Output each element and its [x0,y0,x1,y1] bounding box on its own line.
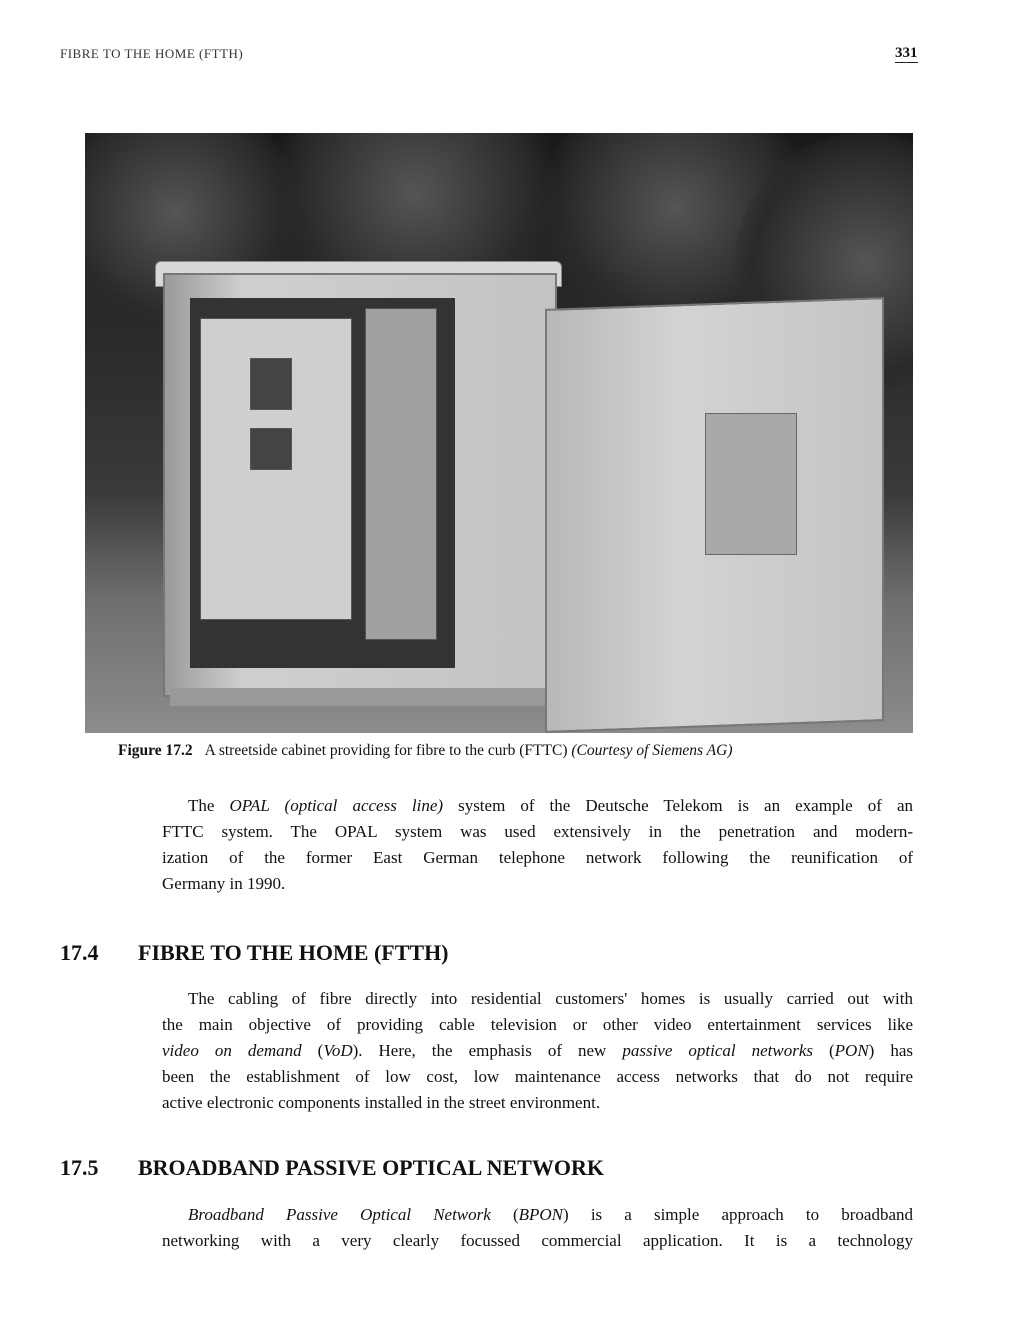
text: system of the Deutsche Telekom is an example of an [443,796,913,815]
text: ). Here, the emphasis of new [352,1041,623,1060]
text-line [162,819,913,845]
text: been the establishment of low cost, low maintenance access networks that do not require [162,1067,913,1086]
text-line [162,1202,913,1228]
text-line [162,845,913,871]
italic-text: video on demand [162,1041,302,1060]
section-title: FIBRE TO THE HOME (FTTH) [138,940,449,965]
italic-text: VoD [323,1041,353,1060]
paragraph-ftth [162,986,913,1116]
italic-text: PON [834,1041,869,1060]
text: networking with a very clearly focussed commercial application. It is a technology [162,1231,913,1250]
page-number: 331 [895,45,918,61]
figure-caption [118,742,733,760]
text: ) is a simple approach to broadband [563,1205,913,1224]
section-number: 17.5 [60,1155,99,1180]
text-line [162,986,913,1012]
section-number: 17.4 [60,940,99,965]
text: FTTC system. The OPAL system was used extensively in the penetration and modern- [162,822,913,841]
text: ) has [868,1041,913,1060]
caption-credit: (Courtesy of Siemens AG) [571,742,733,759]
text: the main objective of providing cable television or other video entertainment services like [162,1015,913,1034]
text: active electronic components installed in the street environment. [162,1093,601,1112]
italic-text: passive optical networks [622,1041,813,1060]
text-line [162,1228,913,1254]
text-line [162,1012,913,1038]
text: The [188,796,230,815]
text: ( [301,1041,324,1060]
text-line [162,1090,913,1116]
section-heading-17-4 [60,940,449,966]
paragraph-opal [162,793,913,897]
italic-text: BPON [518,1205,564,1224]
text-line [162,1038,913,1064]
text-line [162,1064,913,1090]
italic-text: OPAL (optical access line) [229,796,444,815]
text-line [162,871,913,897]
text: The cabling of fibre directly into residential customers' homes is usually carried out with [188,989,913,1008]
figure-label: Figure 17.2 [118,742,193,759]
section-heading-17-5 [60,1155,604,1181]
text-line [162,793,913,819]
text: Germany in 1990. [162,874,286,893]
text: ization of the former East German telephone network following the reunification of [162,848,913,867]
caption-text: A streetside cabinet providing for fibre to the curb (FTTC) [204,742,572,759]
paragraph-bpon [162,1202,913,1254]
figure-photo-streetside-cabinet [85,133,913,733]
text: ( [813,1041,835,1060]
section-title: BROADBAND PASSIVE OPTICAL NETWORK [138,1155,604,1180]
text: ( [490,1205,519,1224]
running-header: FIBRE TO THE HOME (FTTH) [60,46,244,61]
italic-text: Broadband Passive Optical Network [188,1205,491,1224]
